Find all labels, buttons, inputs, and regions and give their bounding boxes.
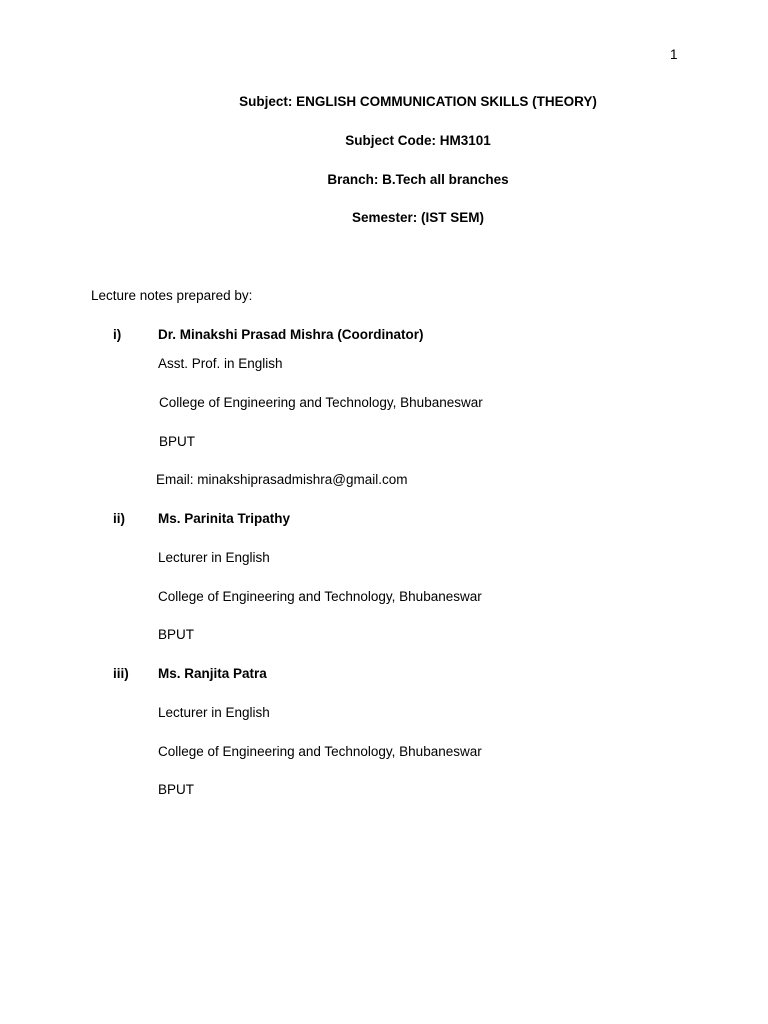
semester: Semester: (IST SEM) [351,210,485,225]
author-3-name: Ms. Ranjita Patra [158,666,267,681]
author-2-role: Lecturer in English [158,550,270,565]
author-3-number: iii) [113,666,129,681]
author-3-college: College of Engineering and Technology, Bhubaneswar [158,744,482,759]
author-2-name: Ms. Parinita Tripathy [158,511,291,526]
author-1-college: College of Engineering and Technology, Bhubaneswar [159,395,483,410]
page-number: 1 [670,47,678,62]
prepared-by-label: Lecture notes prepared by: [91,288,253,303]
author-1-number: i) [113,327,122,342]
subject-title: Subject: ENGLISH COMMUNICATION SKILLS (THEORY) [239,94,597,109]
author-3-role: Lecturer in English [158,705,270,720]
branch: Branch: B.Tech all branches [327,172,509,187]
author-1-email: Email: minakshiprasadmishra@gmail.com [156,472,408,487]
author-2-university: BPUT [158,627,195,642]
author-2-number: ii) [113,511,125,526]
author-2-college: College of Engineering and Technology, Bhubaneswar [158,589,482,604]
author-1-role: Asst. Prof. in English [158,356,283,371]
author-1-name: Dr. Minakshi Prasad Mishra (Coordinator) [158,327,424,342]
author-1-university: BPUT [159,434,196,449]
author-3-university: BPUT [158,782,195,797]
subject-code: Subject Code: HM3101 [345,133,491,148]
